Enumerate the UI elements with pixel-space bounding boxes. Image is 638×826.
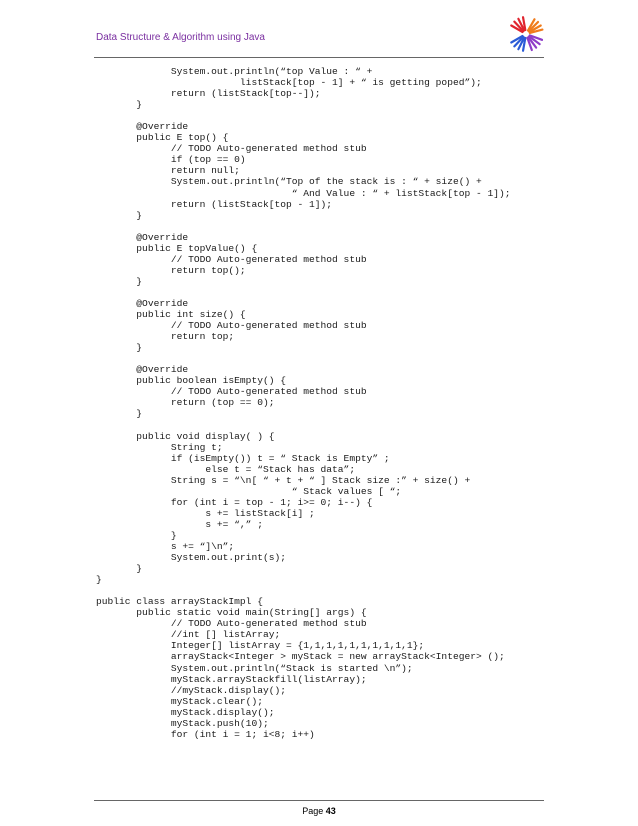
code-line: return (listStack[top - 1]); <box>96 198 333 210</box>
code-line: public void display( ) { <box>96 430 275 442</box>
code-line: } <box>96 574 102 586</box>
page-number <box>0 806 638 816</box>
code-line: String s = “\n[ “ + t + “ ] Stack size :” + size() + <box>96 474 471 486</box>
header-divider <box>94 57 544 58</box>
header-title: Data Structure & Algorithm using Java <box>96 32 265 43</box>
code-line: // TODO Auto-generated method stub <box>96 253 367 265</box>
code-line: return null; <box>96 165 240 177</box>
code-line: public E top() { <box>96 132 229 144</box>
code-line: @Override <box>96 297 189 309</box>
code-line: @Override <box>96 121 189 133</box>
code-line: } <box>96 99 143 111</box>
code-line: myStack.arrayStackfill(listArray); <box>96 673 367 685</box>
book-logo-icon <box>506 14 546 54</box>
code-line: Integer[] listArray = {1,1,1,1,1,1,1,1,1,1}; <box>96 640 425 652</box>
code-line: if (isEmpty()) t = “ Stack is Empty” ; <box>96 452 390 464</box>
code-line <box>96 221 556 232</box>
code-line: public int size() { <box>96 309 246 321</box>
code-line: String t; <box>96 441 223 453</box>
code-line <box>96 287 556 298</box>
code-line: myStack.display(); <box>96 706 275 718</box>
code-line: return top; <box>96 331 235 343</box>
code-line: System.out.println(“Stack is started \n”); <box>96 662 413 674</box>
code-line: for (int i = top - 1; i>= 0; i--) { <box>96 496 373 508</box>
code-line: } <box>96 209 143 221</box>
code-line: return (top == 0); <box>96 397 275 409</box>
page-label: Page <box>302 806 324 816</box>
code-line: @Override <box>96 231 189 243</box>
code-line: s += “,” ; <box>96 518 263 530</box>
code-line: listStack[top - 1] + “ is getting poped”); <box>96 77 482 89</box>
code-line: myStack.clear(); <box>96 695 263 707</box>
code-line: s += “]\n”; <box>96 541 235 553</box>
code-line: } <box>96 563 143 575</box>
code-line: myStack.push(10); <box>96 717 269 729</box>
code-line: // TODO Auto-generated method stub <box>96 618 367 630</box>
code-line: public class arrayStackImpl { <box>96 596 263 608</box>
code-line: public boolean isEmpty() { <box>96 375 286 387</box>
code-line: s += listStack[i] ; <box>96 507 315 519</box>
code-line: //int [] listArray; <box>96 629 281 641</box>
code-line: return (listStack[top--]); <box>96 88 321 100</box>
code-line: // TODO Auto-generated method stub <box>96 143 367 155</box>
code-line: } <box>96 342 143 354</box>
code-line: else t = “Stack has data”; <box>96 463 356 475</box>
code-line: public static void main(String[] args) { <box>96 607 367 619</box>
code-line: arrayStack<Integer > myStack = new arrayStack<Integer> (); <box>96 651 505 663</box>
code-line: for (int i = 1; i<8; i++) <box>96 728 315 740</box>
code-line <box>96 420 556 431</box>
code-line: System.out.print(s); <box>96 552 286 564</box>
code-line <box>96 353 556 364</box>
code-line: System.out.println(“top Value : “ + <box>96 66 373 77</box>
code-line: // TODO Auto-generated method stub <box>96 386 367 398</box>
code-line: } <box>96 529 177 541</box>
code-line: } <box>96 275 143 287</box>
code-line: “ Stack values [ “; <box>96 485 402 497</box>
footer-divider <box>94 800 544 801</box>
page-number-value: 43 <box>325 806 336 816</box>
code-line: System.out.println(“Top of the stack is : “ + size() + <box>96 176 482 188</box>
code-line: if (top == 0) <box>96 154 246 166</box>
code-line: return top(); <box>96 264 246 276</box>
code-line: } <box>96 408 143 420</box>
code-line <box>96 585 556 596</box>
code-line: //myStack.display(); <box>96 684 286 696</box>
code-line: @Override <box>96 364 189 376</box>
code-block <box>96 66 556 740</box>
code-line: “ And Value : “ + listStack[top - 1]); <box>96 187 511 199</box>
code-line: public E topValue() { <box>96 242 258 254</box>
code-line: // TODO Auto-generated method stub <box>96 320 367 332</box>
code-line <box>96 110 556 121</box>
